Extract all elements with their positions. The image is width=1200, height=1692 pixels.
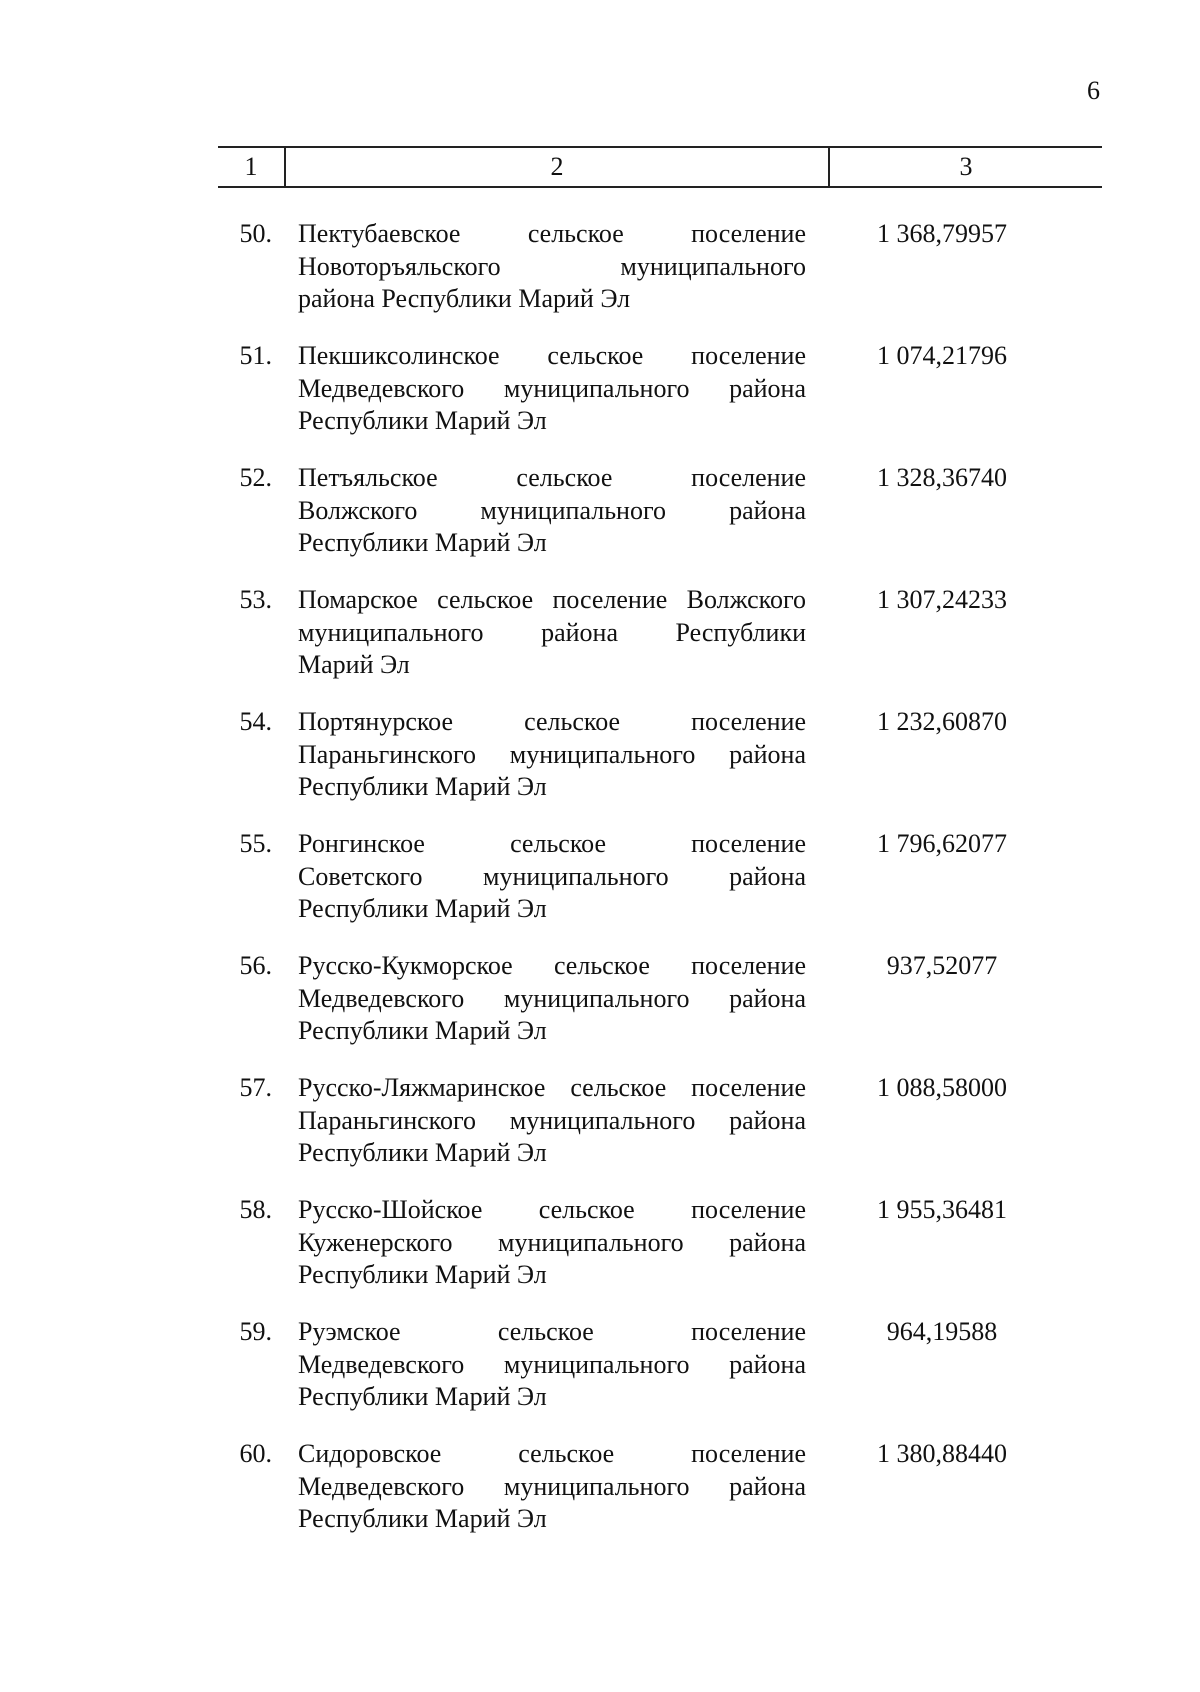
name-line: Республики Марий Эл bbox=[298, 772, 547, 801]
name-line: Новоторъяльского муниципального bbox=[298, 251, 806, 281]
table-row bbox=[218, 950, 1102, 1072]
row-value: 1 232,60870 bbox=[877, 707, 1007, 736]
header-col-1: 1 bbox=[218, 148, 286, 186]
row-number: 60. bbox=[239, 1439, 272, 1468]
row-number: 55. bbox=[239, 829, 272, 858]
row-municipality-name bbox=[286, 706, 806, 828]
row-municipality-name bbox=[286, 340, 806, 462]
table-row bbox=[218, 218, 1102, 340]
name-line: Республики Марий Эл bbox=[298, 1260, 547, 1289]
row-municipality-name bbox=[286, 1438, 806, 1560]
name-line: Параньгинского муниципального района bbox=[298, 1105, 806, 1135]
name-line: Республики Марий Эл bbox=[298, 528, 547, 557]
row-number: 50. bbox=[239, 219, 272, 248]
name-line: Сидоровское сельское поселение bbox=[298, 1439, 806, 1468]
table-row bbox=[218, 462, 1102, 584]
name-line: района Республики Марий Эл bbox=[298, 284, 631, 313]
name-line: Республики Марий Эл bbox=[298, 406, 547, 435]
name-line: Русско-Кукморское сельское поселение bbox=[298, 951, 806, 980]
table-row bbox=[218, 1072, 1102, 1194]
table-row bbox=[218, 706, 1102, 828]
name-line: Республики Марий Эл bbox=[298, 1016, 547, 1045]
table-row bbox=[218, 1438, 1102, 1560]
page-number: 6 bbox=[1087, 76, 1100, 105]
row-number: 53. bbox=[239, 585, 272, 614]
row-municipality-name bbox=[286, 1072, 806, 1194]
name-line: Куженерского муниципального района bbox=[298, 1227, 806, 1257]
name-line: Республики Марий Эл bbox=[298, 1504, 547, 1533]
header-col-3: 3 bbox=[959, 152, 973, 181]
table-row bbox=[218, 584, 1102, 706]
name-line: Медведевского муниципального района bbox=[298, 983, 806, 1013]
name-line: Медведевского муниципального района bbox=[298, 1349, 806, 1379]
row-value: 1 088,58000 bbox=[877, 1073, 1007, 1102]
row-value: 937,52077 bbox=[886, 951, 998, 980]
row-number: 59. bbox=[239, 1317, 272, 1346]
table-row bbox=[218, 1194, 1102, 1316]
name-line: Марий Эл bbox=[298, 650, 410, 679]
name-line: Пекшиксолинское сельское поселение bbox=[298, 341, 806, 370]
name-line: Республики Марий Эл bbox=[298, 1382, 547, 1411]
header-col-2: 2 bbox=[286, 148, 830, 186]
name-line: Медведевского муниципального района bbox=[298, 1471, 806, 1501]
table-row bbox=[218, 340, 1102, 462]
table-body bbox=[218, 218, 1102, 1560]
row-value: 1 328,36740 bbox=[877, 463, 1007, 492]
row-value: 1 955,36481 bbox=[877, 1195, 1007, 1224]
row-value: 1 307,24233 bbox=[877, 585, 1007, 614]
name-line: Советского муниципального района bbox=[298, 861, 806, 891]
name-line: Параньгинского муниципального района bbox=[298, 739, 806, 769]
table-row bbox=[218, 1316, 1102, 1438]
row-value: 1 368,79957 bbox=[877, 219, 1007, 248]
name-line: Ронгинское сельское поселение bbox=[298, 829, 806, 858]
name-line: Русско-Шойское сельское поселение bbox=[298, 1195, 806, 1224]
name-line: Медведевского муниципального района bbox=[298, 373, 806, 403]
name-line: Волжского муниципального района bbox=[298, 495, 806, 525]
name-line: муниципального района Республики bbox=[298, 617, 806, 647]
row-number: 52. bbox=[239, 463, 272, 492]
row-number: 54. bbox=[239, 707, 272, 736]
row-municipality-name bbox=[286, 462, 806, 584]
name-line: Петъяльское сельское поселение bbox=[298, 463, 806, 492]
name-line: Русско-Ляжмаринское сельское поселение bbox=[298, 1073, 806, 1102]
row-value: 1 074,21796 bbox=[877, 341, 1007, 370]
name-line: Республики Марий Эл bbox=[298, 894, 547, 923]
name-line: Руэмское сельское поселение bbox=[298, 1317, 806, 1346]
row-municipality-name bbox=[286, 218, 806, 340]
row-municipality-name bbox=[286, 1316, 806, 1438]
row-number: 57. bbox=[239, 1073, 272, 1102]
row-value: 1 380,88440 bbox=[877, 1439, 1007, 1468]
name-line: Пектубаевское сельское поселение bbox=[298, 219, 806, 248]
row-value: 964,19588 bbox=[886, 1317, 998, 1346]
row-municipality-name bbox=[286, 1194, 806, 1316]
table-row bbox=[218, 828, 1102, 950]
row-number: 58. bbox=[239, 1195, 272, 1224]
row-value: 1 796,62077 bbox=[877, 829, 1007, 858]
row-number: 51. bbox=[239, 341, 272, 370]
name-line: Портянурское сельское поселение bbox=[298, 707, 806, 736]
row-municipality-name bbox=[286, 828, 806, 950]
name-line: Республики Марий Эл bbox=[298, 1138, 547, 1167]
name-line: Помарское сельское поселение Волжского bbox=[298, 585, 806, 614]
table-header bbox=[218, 146, 1102, 188]
row-number: 56. bbox=[239, 951, 272, 980]
row-municipality-name bbox=[286, 584, 806, 706]
row-municipality-name bbox=[286, 950, 806, 1072]
